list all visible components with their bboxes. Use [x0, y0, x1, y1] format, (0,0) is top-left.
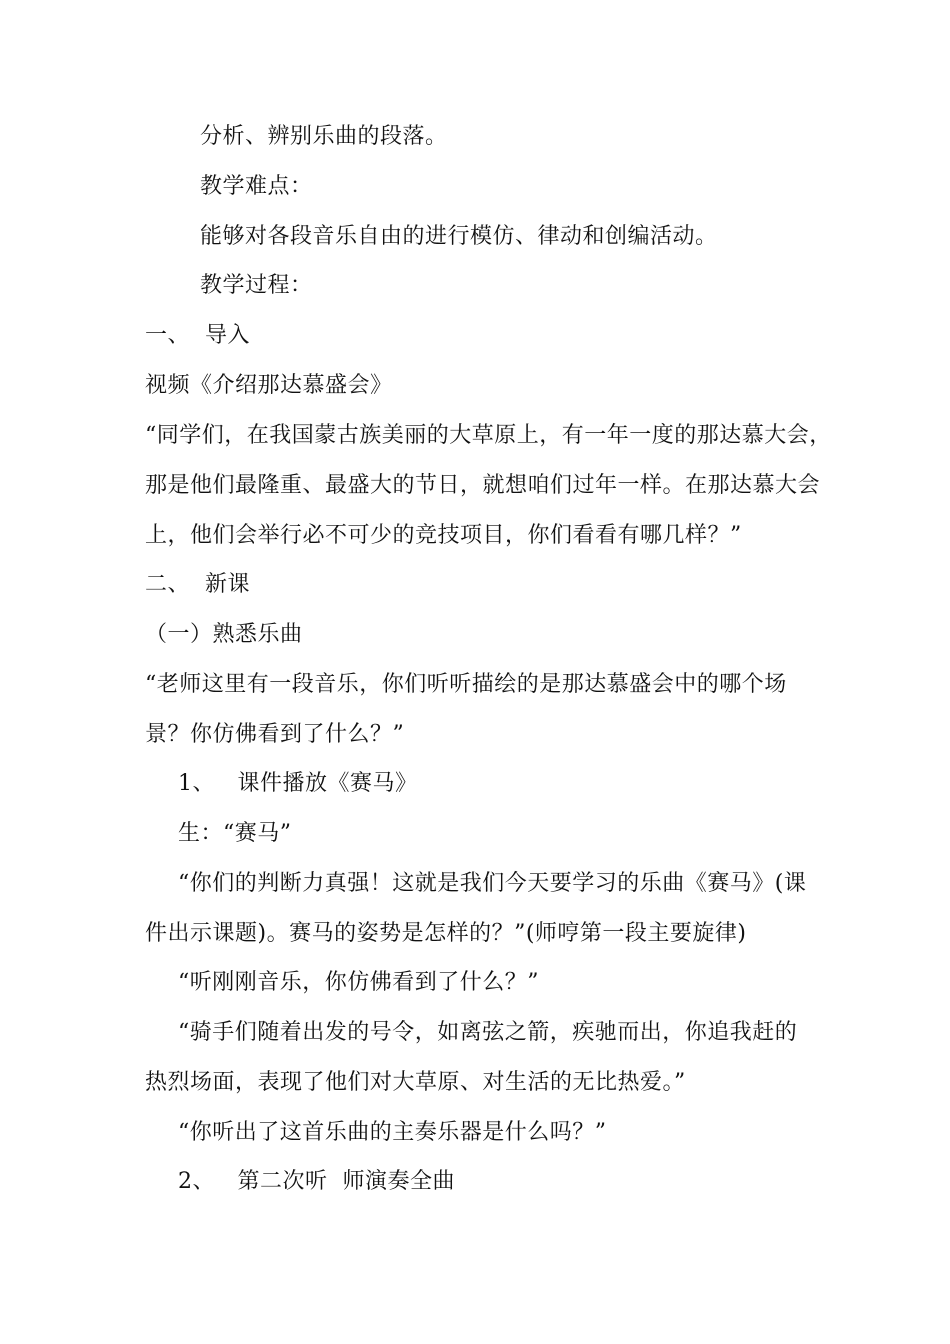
subsection-heading: （一）熟悉乐曲 — [145, 622, 303, 647]
text-line-8: 那是他们最隆重、最盛大的节日，就想咱们过年一样。在那达慕大会 — [145, 473, 821, 498]
text-line-18: “听刚刚音乐，你仿佛看到了什么？” — [178, 970, 539, 995]
text-line-13: 景？你仿佛看到了什么？” — [145, 722, 405, 747]
text-line-19: “骑手们随着出发的号令，如离弦之箭，疾驰而出，你追我赶的 — [178, 1020, 798, 1045]
text-line-6: 视频《介绍那达慕盛会》 — [145, 373, 393, 398]
list-item-1: 1、 课件播放《赛马》 — [178, 771, 418, 796]
text-line-12: “老师这里有一段音乐，你们听听描绘的是那达慕盛会中的哪个场 — [145, 672, 787, 697]
text-line-2: 教学难点： — [200, 174, 313, 199]
text-line-3: 能够对各段音乐自由的进行模仿、律动和创编活动。 — [200, 224, 718, 249]
text-line-4: 教学过程： — [200, 273, 313, 298]
text-line-16: “你们的判断力真强！这就是我们今天要学习的乐曲《赛马》(课 — [178, 871, 807, 896]
text-line-21: “你听出了这首乐曲的主奏乐器是什么吗？” — [178, 1120, 607, 1145]
text-line-9: 上，他们会举行必不可少的竞技项目，你们看看有哪几样？” — [145, 523, 742, 548]
text-line-15: 生：“赛马” — [178, 821, 292, 846]
section-heading-new-lesson: 二、 新课 — [145, 572, 250, 597]
text-line-20: 热烈场面，表现了他们对大草原、对生活的无比热爱。” — [145, 1070, 686, 1095]
text-line-1: 分析、辨别乐曲的段落。 — [200, 124, 448, 149]
text-line-7: “同学们，在我国蒙古族美丽的大草原上，有一年一度的那达慕大会， — [145, 423, 832, 448]
list-item-2: 2、 第二次听 师演奏全曲 — [178, 1169, 455, 1194]
section-heading-intro: 一、 导入 — [145, 323, 250, 348]
text-line-17: 件出示课题)。赛马的姿势是怎样的？”(师哼第一段主要旋律) — [145, 921, 747, 946]
